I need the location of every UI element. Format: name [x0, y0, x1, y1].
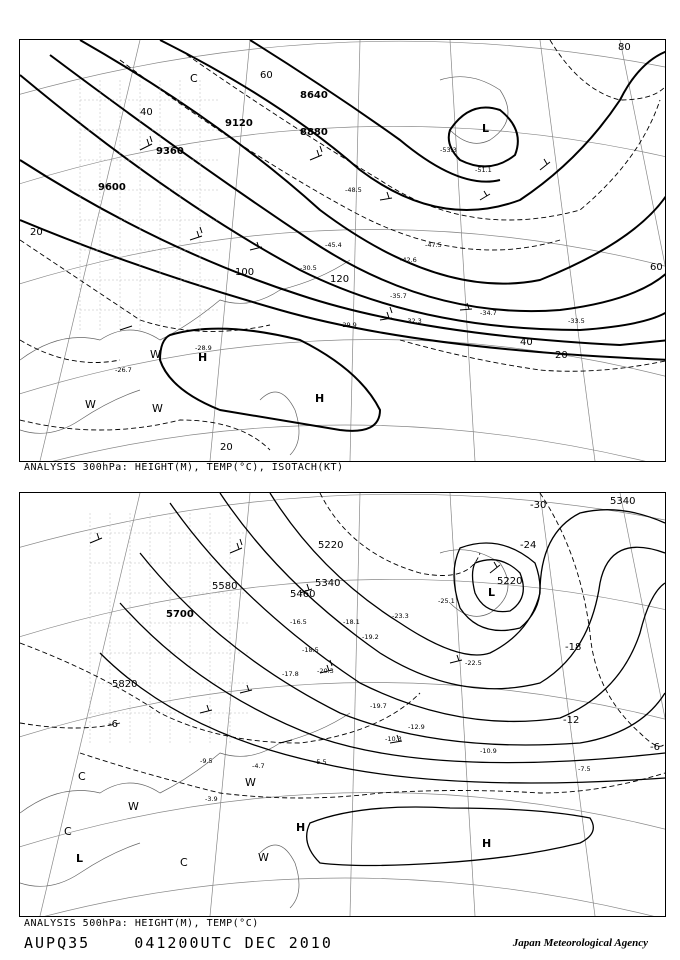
station-value: -18.5 — [302, 646, 319, 654]
low-pressure-marker: L — [482, 122, 490, 135]
isotherm-label: -30 — [530, 500, 547, 511]
height-label: 5340 — [610, 496, 636, 507]
temperature-label: -53.3 — [440, 146, 457, 154]
isotach-label: 60 — [650, 262, 663, 273]
temperature-label: -51.1 — [475, 166, 492, 174]
station-value: -23.3 — [392, 612, 409, 620]
warm-center-marker: W — [150, 348, 161, 361]
station-value: -9.5 — [200, 757, 213, 765]
temperature-label: -32.3 — [405, 317, 422, 325]
station-value: -19.2 — [362, 633, 379, 641]
station-value: -17.8 — [282, 670, 299, 678]
wind-barbs — [90, 533, 500, 743]
height-label: 5820 — [112, 679, 138, 690]
station-value: -16.5 — [290, 618, 307, 626]
temperature-label: -28.9 — [195, 344, 212, 352]
warm-center-marker: W — [128, 800, 139, 813]
height-label: 9120 — [225, 118, 253, 129]
isotach-lines — [20, 40, 665, 450]
temperature-label: -30.5 — [300, 264, 317, 272]
warm-center-marker: W — [258, 851, 269, 864]
height-contours — [100, 493, 665, 866]
isotherm-label: -12 — [563, 715, 580, 726]
temperature-label: -33.5 — [568, 317, 585, 325]
station-value: -3.9 — [205, 795, 218, 803]
isotach-label: 60 — [260, 70, 273, 81]
isotach-label: 20 — [555, 350, 568, 361]
isotach-label: 80 — [618, 42, 631, 53]
station-value: -12.9 — [408, 723, 425, 731]
station-value: -18.1 — [343, 618, 360, 626]
warm-center-marker: W — [245, 776, 256, 789]
temperature-label: -26.7 — [115, 366, 132, 374]
temperature-label: -48.5 — [345, 186, 362, 194]
temperature-label: -35.7 — [390, 292, 407, 300]
temperature-label: -45.4 — [325, 241, 342, 249]
station-value: -25.1 — [438, 597, 455, 605]
upper-air-chart-300hpa — [19, 39, 666, 462]
station-value: -4.7 — [252, 762, 265, 770]
height-label: 9360 — [156, 146, 184, 157]
isotherm-label-group — [108, 500, 660, 753]
isotach-label: 20 — [220, 442, 233, 453]
height-label: 8880 — [300, 127, 328, 138]
station-value: -10.9 — [480, 747, 497, 755]
temperature-label: -42.6 — [400, 256, 417, 264]
chart-500hpa-caption: ANALYSIS 500hPa: HEIGHT(M), TEMP(°C) — [24, 918, 259, 929]
upper-air-chart-500hpa — [19, 492, 666, 917]
latitude-lines — [20, 494, 665, 916]
height-label: 5700 — [166, 609, 194, 620]
warm-center-marker: W — [152, 402, 163, 415]
high-pressure-marker: H — [198, 351, 208, 364]
isotherm-label: -18 — [565, 642, 582, 653]
meridian-lines — [40, 40, 665, 461]
station-value: -10.3 — [385, 735, 402, 743]
station-value: -5.5 — [314, 758, 327, 766]
temperature-label: -47.5 — [425, 241, 442, 249]
cold-center-marker: C — [190, 72, 198, 85]
height-label: 8640 — [300, 90, 328, 101]
temperature-label: -29.9 — [340, 321, 357, 329]
bulletin-code: AUPQ35 041200UTC DEC 2010 — [24, 934, 333, 952]
cold-center-marker: C — [78, 770, 86, 783]
temperature-label: -34.7 — [480, 309, 497, 317]
height-label: 5220 — [318, 540, 344, 551]
station-value: -19.7 — [370, 702, 387, 710]
isotach-label: 40 — [520, 337, 533, 348]
chart-300hpa-canvas — [20, 40, 665, 461]
isotherm-label: -6 — [650, 742, 660, 753]
height-label: 9600 — [98, 182, 126, 193]
cold-center-marker: C — [180, 856, 188, 869]
high-pressure-marker: H — [315, 392, 325, 405]
station-value: -20.3 — [317, 667, 334, 675]
isotach-label: 120 — [330, 274, 350, 285]
meridian-lines — [40, 493, 665, 916]
warm-center-marker: W — [85, 398, 96, 411]
isotach-label: 20 — [30, 227, 43, 238]
height-label: 5220 — [497, 576, 523, 587]
height-label: 5580 — [212, 581, 238, 592]
high-pressure-marker: H — [296, 821, 306, 834]
isotach-label: 100 — [235, 267, 255, 278]
station-value: -7.5 — [578, 765, 591, 773]
low-pressure-marker: L — [488, 586, 496, 599]
cold-center-marker: C — [64, 825, 72, 838]
height-label: 5460 — [290, 589, 316, 600]
hatched-region — [90, 513, 250, 743]
height-label: 5340 — [315, 578, 341, 589]
station-value: -22.5 — [465, 659, 482, 667]
pressure-center-group — [64, 586, 495, 869]
isotach-label: 40 — [140, 107, 153, 118]
chart-300hpa-caption: ANALYSIS 300hPa: HEIGHT(M), TEMP(°C), ISOTACH(KT) — [24, 462, 344, 473]
low-pressure-marker: L — [76, 852, 84, 865]
agency-credit: Japan Meteorological Agency — [512, 937, 648, 949]
isotherm-label: -6 — [108, 719, 118, 730]
isotherm-label: -24 — [520, 540, 537, 551]
chart-500hpa-canvas — [20, 493, 665, 916]
station-value-group — [200, 597, 591, 803]
high-pressure-marker: H — [482, 837, 492, 850]
